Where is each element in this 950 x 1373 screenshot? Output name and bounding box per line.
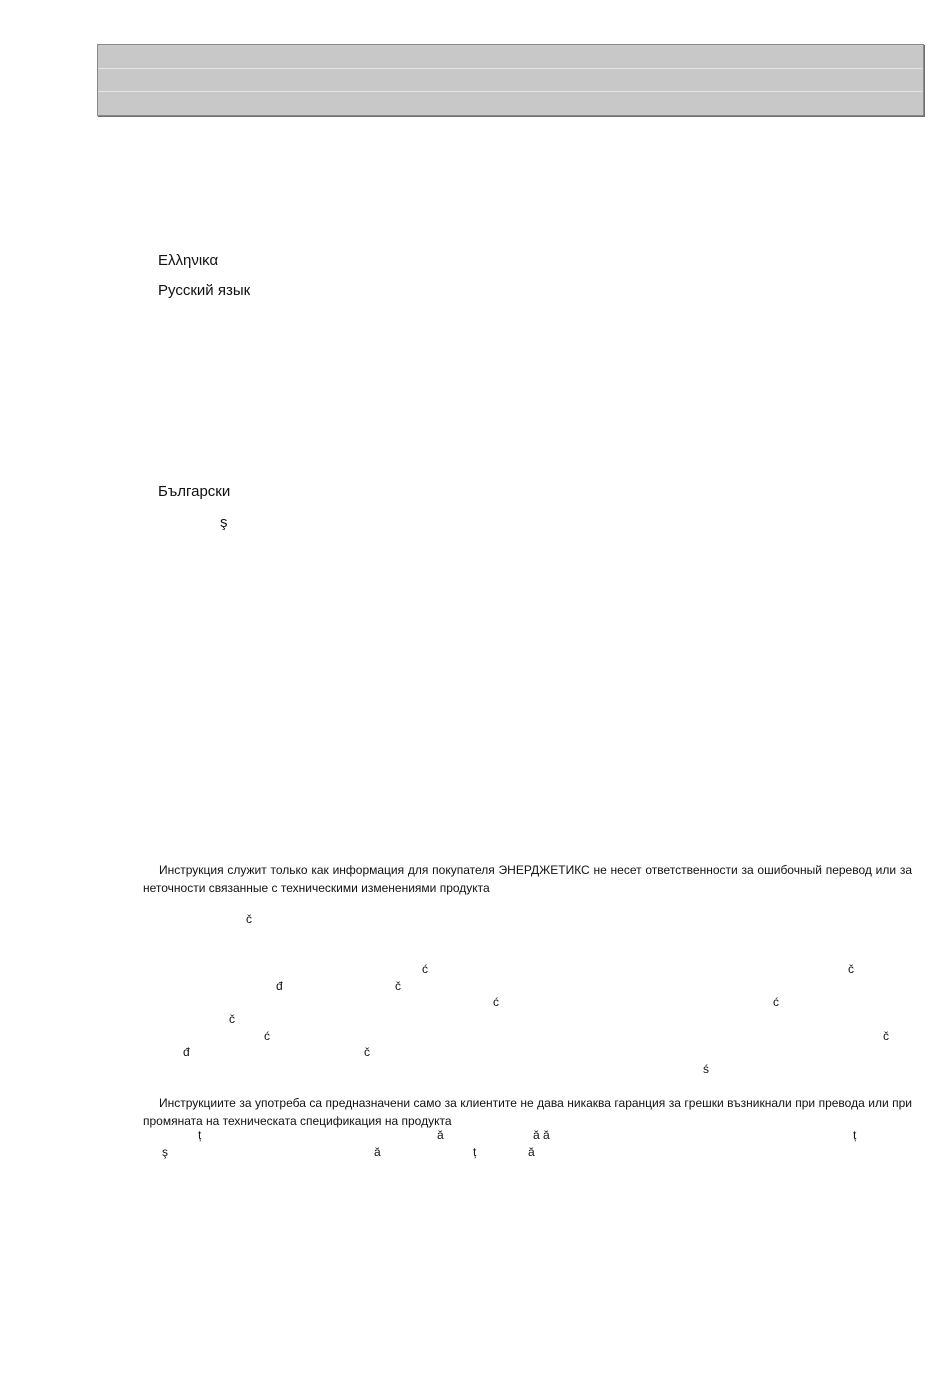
- diacritic-c-acute: ć: [422, 962, 428, 976]
- diacritic-c-acute: ć: [264, 1029, 270, 1043]
- diacritic-s-acute: ś: [703, 1062, 709, 1076]
- bulgarian-notice: [143, 1094, 912, 1130]
- diacritic-c-caron: č: [364, 1045, 370, 1059]
- language-heading-russian: Русский язык: [158, 282, 251, 299]
- diacritic-a-breve: ă: [528, 1145, 535, 1159]
- diacritic-a-breve: ă: [437, 1128, 444, 1142]
- diacritic-c-caron: č: [883, 1029, 889, 1043]
- diacritic-c-acute: ć: [493, 995, 499, 1009]
- diacritic-c-caron: č: [246, 912, 252, 926]
- language-heading-greek: Ελληνικα: [158, 252, 219, 269]
- language-heading-bulgarian: Български: [158, 483, 231, 500]
- diacritic-c-acute: ć: [773, 995, 779, 1009]
- diacritic-d-stroke: đ: [183, 1045, 190, 1059]
- diacritic-c-caron: č: [395, 979, 401, 993]
- diacritic-c-caron: č: [848, 962, 854, 976]
- diacritic-s-cedilla: ş: [162, 1145, 168, 1159]
- bulgarian-notice-text: Инструкциите за употреба са предназначени само за клиентите не дава никаква гаранция за грешки възникнали при превода или при промяната на техническата спецификация на продукта: [143, 1096, 912, 1128]
- diacritic-t-comma: ț: [853, 1128, 857, 1142]
- language-heading-romanian: ş: [220, 514, 228, 531]
- header-divider: [98, 91, 923, 92]
- header-bar: [97, 44, 924, 116]
- diacritic-c-caron: č: [229, 1012, 235, 1026]
- diacritic-a-breve-pair: ă ă: [533, 1128, 550, 1142]
- diacritic-a-breve: ă: [374, 1145, 381, 1159]
- diacritic-t-comma: ț: [198, 1128, 202, 1142]
- russian-notice: [143, 861, 912, 897]
- header-divider: [98, 68, 923, 69]
- russian-notice-text: Инструкция служит только как информация для покупателя ЭНЕРДЖЕТИКС не несет ответственности за ошибочный перевод или за неточности связанные с техническими изменениями продукта: [143, 863, 912, 895]
- diacritic-d-stroke: đ: [276, 979, 283, 993]
- diacritic-t-comma: ț: [473, 1145, 477, 1159]
